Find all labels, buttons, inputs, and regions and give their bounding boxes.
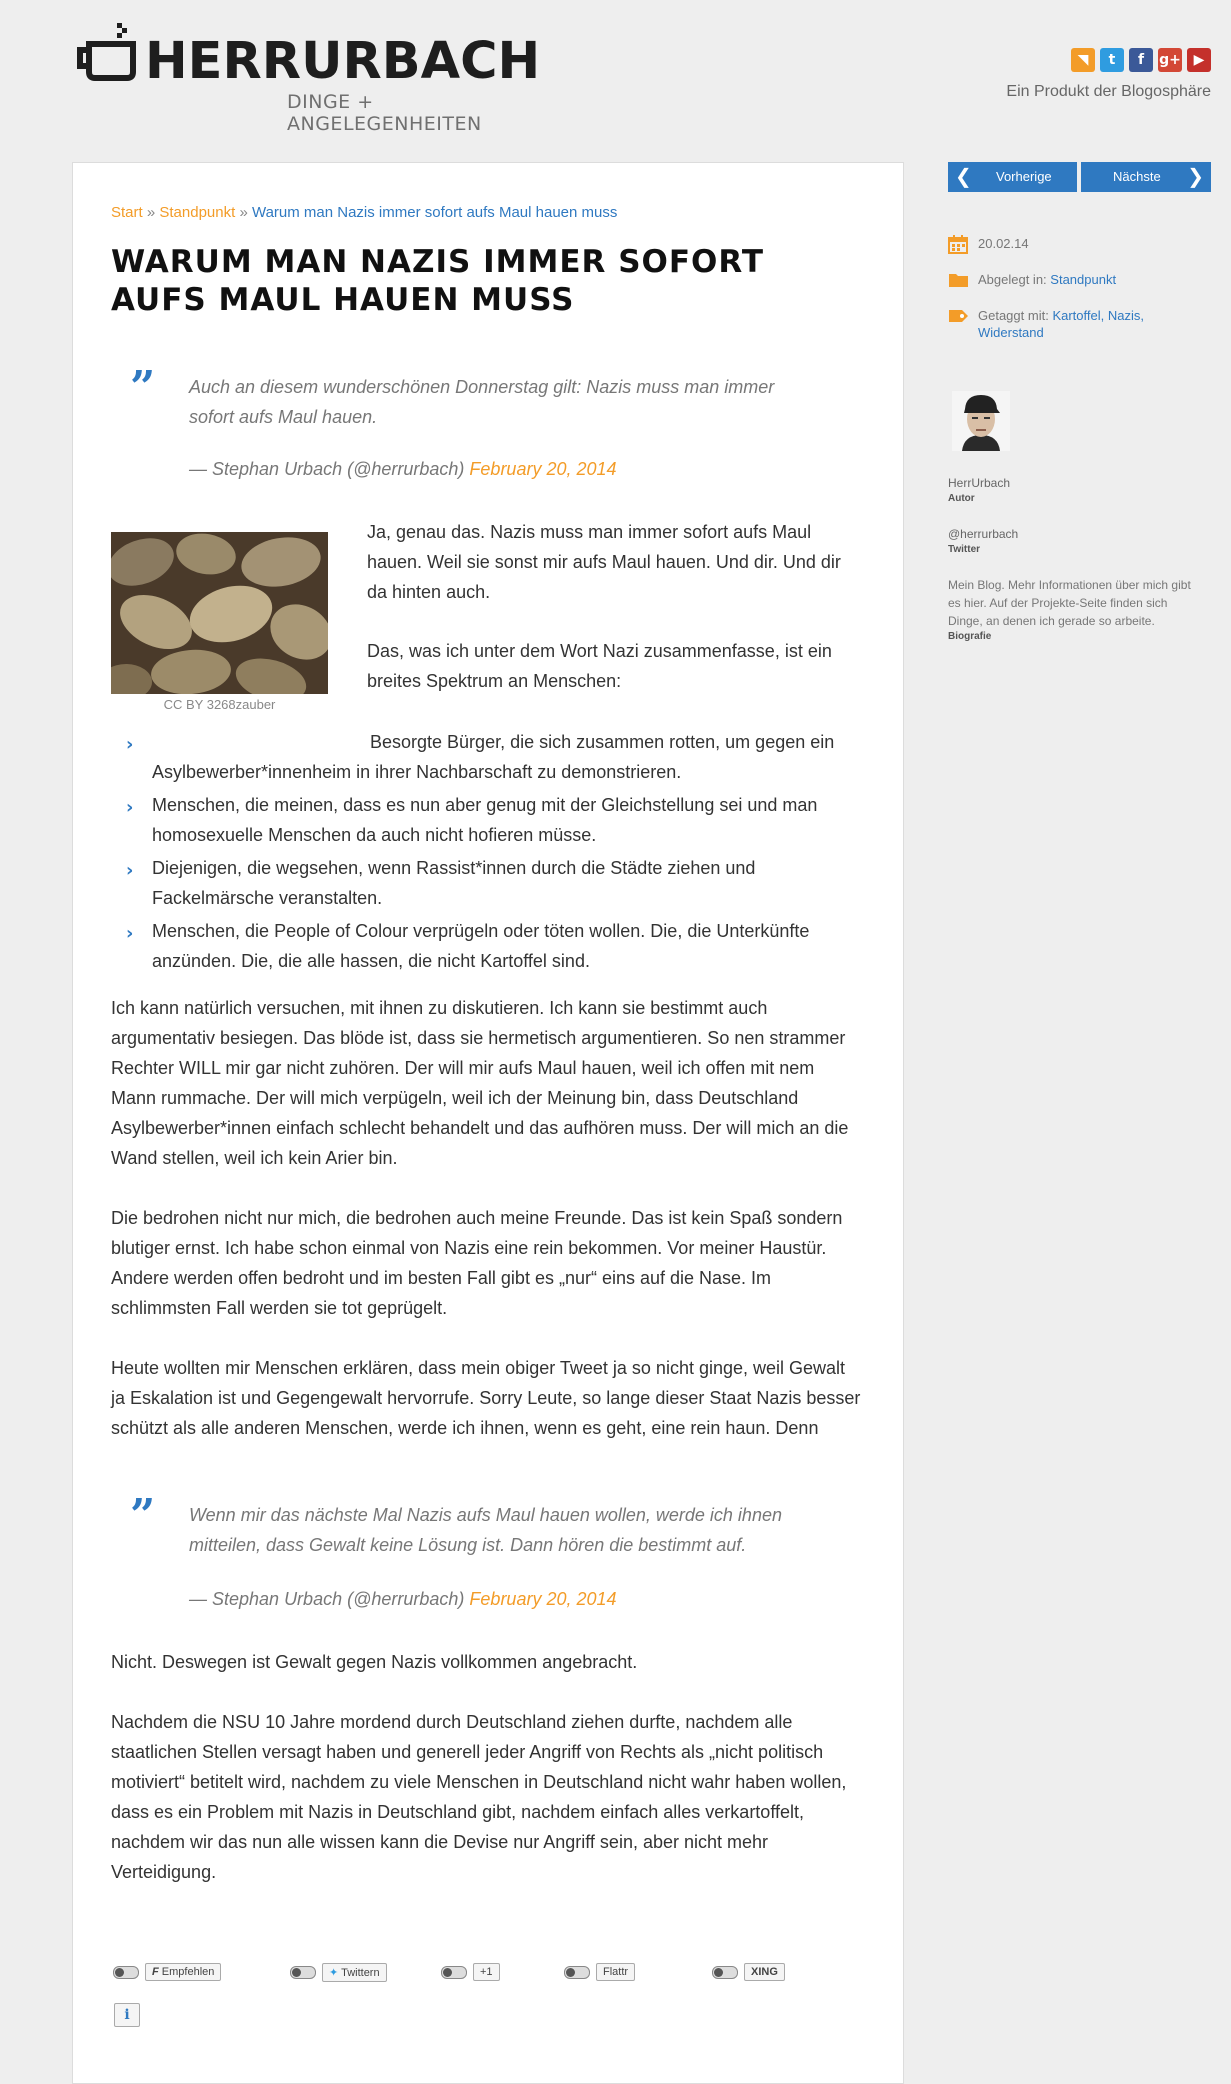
- author-bio: Mein Blog. Mehr Informationen über mich gibt es hier. Auf der Projekte-Seite finden sich Dinge, an denen ich gerade so arbeite.: [948, 578, 1191, 628]
- breadcrumb: [111, 204, 617, 221]
- privacy-toggle[interactable]: [441, 1966, 467, 1979]
- body-paragraph: Heute wollten mir Menschen erklären, dass mein obiger Tweet ja so nicht ginge, weil Gewalt ja Eskalation ist und Gegengewalt hervorrufe. Sorry Leute, so lange dieser Staat Nazis besser schützt als alle anderen Menschen, werde ich ihnen, wenn es geht, eine rein haun. Denn: [111, 1358, 861, 1438]
- twitter-label: Twitter: [948, 544, 981, 555]
- calendar-icon: [948, 235, 968, 254]
- post-title: WARUM MAN NAZIS IMMER SOFORT AUFS MAUL HAUEN MUSS: [111, 244, 765, 318]
- quote-author: — Stephan Urbach (@herrurbach): [189, 1589, 465, 1609]
- info-icon[interactable]: i: [114, 2003, 140, 2027]
- share-twitter: [290, 1963, 387, 1982]
- tweet-button[interactable]: ✦ Twittern: [322, 1963, 387, 1982]
- breadcrumb-start-link[interactable]: Start: [111, 204, 143, 221]
- tag-icon: [948, 307, 970, 325]
- embedded-tweet-quote: [130, 362, 830, 492]
- google-plus-one-button[interactable]: +1: [473, 1963, 500, 1981]
- breadcrumb-separator: »: [146, 204, 156, 221]
- potatoes-image[interactable]: [111, 532, 328, 694]
- quote-date-link[interactable]: February 20, 2014: [469, 1589, 617, 1609]
- quote-citation: [189, 459, 617, 480]
- chevron-right-icon: ›: [126, 860, 134, 881]
- list-item-text: Menschen, die meinen, dass es nun aber genug mit der Gleichstellung sei und man homosexuelle Menschen da auch nicht hofieren müsse.: [152, 795, 818, 845]
- list-item-text: Besorgte Bürger, die sich zusammen rotten, um gegen ein Asylbewerber*innenheim in ihrer Nachbarschaft zu demonstrieren.: [152, 732, 835, 782]
- site-title: HERRURBACH: [145, 32, 541, 91]
- quote-author: — Stephan Urbach (@herrurbach): [189, 459, 465, 479]
- quote-date-link[interactable]: February 20, 2014: [469, 459, 617, 479]
- previous-post-button[interactable]: ❮ Vorherige: [948, 162, 1077, 192]
- twitter-handle[interactable]: @herrurbach: [948, 527, 1019, 541]
- chevron-left-icon: ❮: [955, 164, 972, 188]
- chevron-right-icon: ❯: [1187, 164, 1204, 188]
- quote-citation: [189, 1589, 617, 1610]
- body-paragraph: Nicht. Deswegen ist Gewalt gegen Nazis vollkommen angebracht.: [111, 1652, 638, 1672]
- author-avatar[interactable]: [952, 391, 1010, 451]
- facebook-icon[interactable]: f: [1129, 48, 1153, 72]
- privacy-toggle[interactable]: [290, 1966, 316, 1979]
- tag-link-widerstand[interactable]: Widerstand: [978, 325, 1044, 340]
- rss-icon[interactable]: ◥: [1071, 48, 1095, 72]
- share-xing: [712, 1963, 785, 1981]
- coffee-cup-logo-icon: [75, 22, 139, 82]
- list-item-text: Diejenigen, die wegsehen, wenn Rassist*innen durch die Städte ziehen und Fackelmärsche veranstalten.: [152, 858, 756, 908]
- image-caption: CC BY 3268zauber: [163, 697, 276, 712]
- breadcrumb-separator: »: [239, 204, 248, 221]
- tag-links[interactable]: Kartoffel, Nazis,: [1052, 308, 1144, 323]
- author-role: Autor: [948, 493, 975, 504]
- privacy-toggle[interactable]: [712, 1966, 738, 1979]
- youtube-icon[interactable]: ▶: [1187, 48, 1211, 72]
- breadcrumb-category-link[interactable]: Standpunkt: [159, 204, 236, 221]
- embedded-tweet-quote: [130, 1490, 830, 1620]
- quote-text: Auch an diesem wunderschönen Donnerstag gilt: Nazis muss man immer sofort aufs Maul hauen.: [189, 377, 775, 427]
- quote-text: Wenn mir das nächste Mal Nazis aufs Maul hauen wollen, werde ich ihnen mitteilen, dass Gewalt keine Lösung ist. Dann hören die bestimmt auf.: [189, 1505, 782, 1555]
- privacy-toggle[interactable]: [564, 1966, 590, 1979]
- privacy-toggle[interactable]: [113, 1966, 139, 1979]
- quote-mark-icon: ”: [130, 362, 156, 413]
- flattr-button[interactable]: Flattr: [596, 1963, 635, 1981]
- share-flattr: [564, 1963, 635, 1981]
- chevron-right-icon: ›: [126, 923, 134, 944]
- chevron-right-icon: ›: [126, 734, 134, 755]
- google-plus-icon[interactable]: g+: [1158, 48, 1182, 72]
- category-link[interactable]: Standpunkt: [1050, 272, 1117, 287]
- filed-label: Abgelegt in:: [978, 272, 1047, 287]
- facebook-like-button[interactable]: F Empfehlen: [145, 1963, 221, 1981]
- share-facebook: [113, 1963, 221, 1981]
- next-post-button[interactable]: Nächste ❯: [1081, 162, 1211, 192]
- share-gplus: [441, 1963, 500, 1981]
- tags-label: Getaggt mit:: [978, 308, 1049, 323]
- body-paragraph: Die bedrohen nicht nur mich, die bedrohen auch meine Freunde. Das ist kein Spaß sondern blutiger ernst. Ich habe schon einmal von Nazis eine rein bekommen. Vor meiner Haustür. Andere werden offen bedroht und im besten Fall gibt es „nur“ eins auf die Nase. Im schlimmsten Fall werden sie tot geprügelt.: [111, 1208, 843, 1318]
- site-tagline: DINGE + ANGELEGENHEITEN: [287, 91, 482, 135]
- body-paragraph: Ich kann natürlich versuchen, mit ihnen zu diskutieren. Ich kann sie bestimmt auch argumentativ besiegen. Das blöde ist, dass sie hermetisch argumentieren. So nen strammer Rechter WILL mir gar nicht zuhören. Der will mir aufs Maul hauen, weil ich offen mit nem Mann rummache. Der will mich verpügeln, weil ich der Meinung bin, dass Deutschland Asylbewerber*innen einfach schlecht behandelt und das aufhören muss. Der will mich an die Wand stellen, weil ich kein Arier bin.: [111, 998, 849, 1168]
- bio-link[interactable]: Biografie: [948, 631, 992, 642]
- body-paragraph: Nachdem die NSU 10 Jahre mordend durch Deutschland ziehen durfte, nachdem alle staatlichen Stellen versagt haben und generell jeder Angriff von Rechts als „nicht politisch motiviert“ betitelt wird, nachdem zu viele Menschen in Deutschland nicht wahr haben wollen, dass es ein Problem mit Nazis in Deutschland gibt, nachdem einfach alles verkartoffelt, nachdem wir das nun alle wissen kann die Devise nur Angriff sein, aber nicht mehr Verteidigung.: [111, 1712, 847, 1882]
- breadcrumb-current-link[interactable]: Warum man Nazis immer sofort aufs Maul hauen muss: [251, 204, 618, 221]
- intro-paragraph: Ja, genau das. Nazis muss man immer sofort aufs Maul hauen. Weil sie sonst mir aufs Maul hauen. Und dir. Und dir da hinten auch.: [367, 522, 841, 602]
- quote-mark-icon: ”: [130, 1490, 156, 1541]
- spectrum-paragraph: Das, was ich unter dem Wort Nazi zusammenfasse, ist ein breites Spektrum an Menschen:: [367, 641, 832, 691]
- network-label[interactable]: Ein Produkt der Blogosphäre: [1006, 83, 1211, 100]
- site-logo[interactable]: [75, 22, 555, 135]
- author-name[interactable]: HerrUrbach: [948, 476, 1011, 490]
- chevron-right-icon: ›: [126, 797, 134, 818]
- xing-share-button[interactable]: XING: [744, 1963, 785, 1981]
- folder-icon: [948, 271, 970, 289]
- post-date: 20.02.14: [978, 236, 1029, 251]
- social-icons: [1071, 48, 1211, 72]
- list-item-text: Menschen, die People of Colour verprügeln oder töten wollen. Die, die Unterkünfte anzünden. Die, die alle hassen, die nicht Kartoffel sind.: [152, 921, 810, 971]
- twitter-icon[interactable]: t: [1100, 48, 1124, 72]
